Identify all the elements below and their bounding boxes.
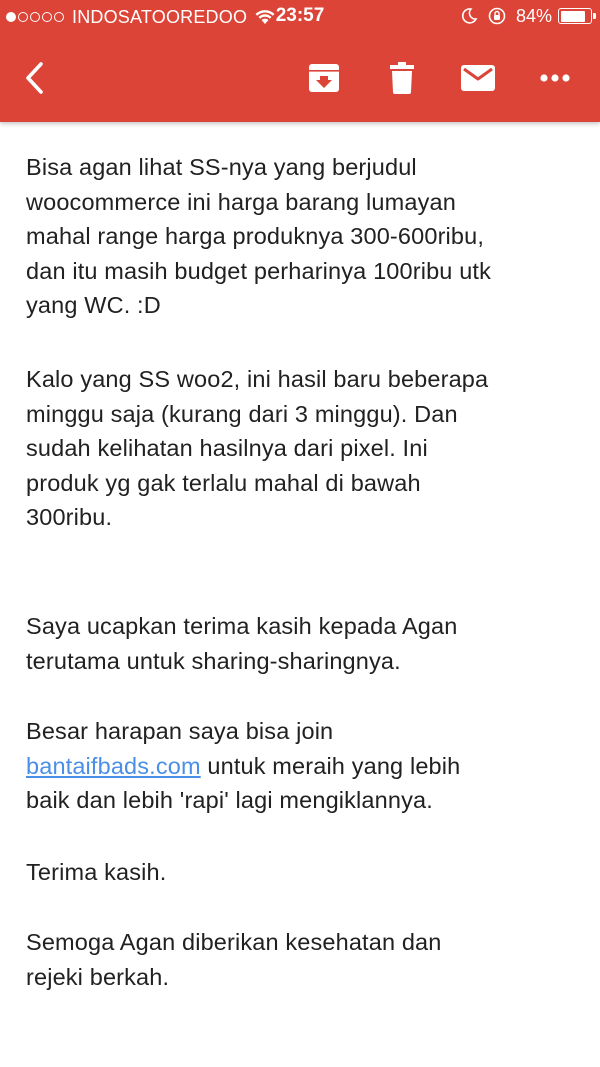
status-time: 23:57	[275, 5, 325, 26]
moon-icon	[460, 7, 478, 25]
mark-unread-button[interactable]	[456, 56, 500, 100]
back-button[interactable]	[14, 56, 58, 100]
archive-icon	[308, 63, 340, 93]
more-icon	[540, 74, 570, 82]
carrier-name: INDOSATOOREDOO	[72, 6, 248, 27]
email-toolbar	[0, 34, 600, 122]
mail-icon	[461, 65, 495, 91]
archive-button[interactable]	[302, 56, 346, 100]
rotation-lock-icon	[488, 7, 506, 25]
email-paragraph: Kalo yang SS woo2, ini hasil baru beberapa minggu saja (kurang dari 3 minggu). Dan sudah kelihatan hasilnya dari pixel. Ini produk yg gak terlalu mahal di bawah 300ribu.	[26, 366, 489, 530]
trash-icon	[390, 62, 414, 94]
more-options-button[interactable]	[533, 56, 577, 100]
email-paragraph: Saya ucapkan terima kasih kepada Agan terutama untuk sharing-sharingnya.	[26, 613, 458, 674]
back-arrow-icon	[21, 61, 51, 95]
battery-icon	[558, 8, 592, 24]
website-link[interactable]: bantaifbads.com	[26, 752, 201, 779]
email-paragraph: Bisa agan lihat SS-nya yang berjudul woocommerce ini harga barang lumayan mahal range harga produknya 300-600ribu, dan itu masih budget perharinya 100ribu utk yang WC. :D	[26, 154, 491, 318]
status-right	[460, 5, 592, 27]
email-paragraph: Semoga Agan diberikan kesehatan dan rejeki berkah.	[26, 929, 442, 990]
delete-button[interactable]	[380, 56, 424, 100]
email-paragraph-with-link	[26, 714, 582, 818]
top-app-bar	[0, 0, 600, 122]
battery-percentage: 84%	[515, 5, 552, 26]
link-paragraph-text-after: untuk meraih yang lebih baik dan lebih 'rapi' lagi mengiklannya.	[26, 752, 461, 813]
status-bar	[0, 0, 600, 34]
link-paragraph-text-before: Besar harapan saya bisa join	[26, 718, 334, 744]
email-paragraph: Terima kasih.	[26, 859, 167, 885]
